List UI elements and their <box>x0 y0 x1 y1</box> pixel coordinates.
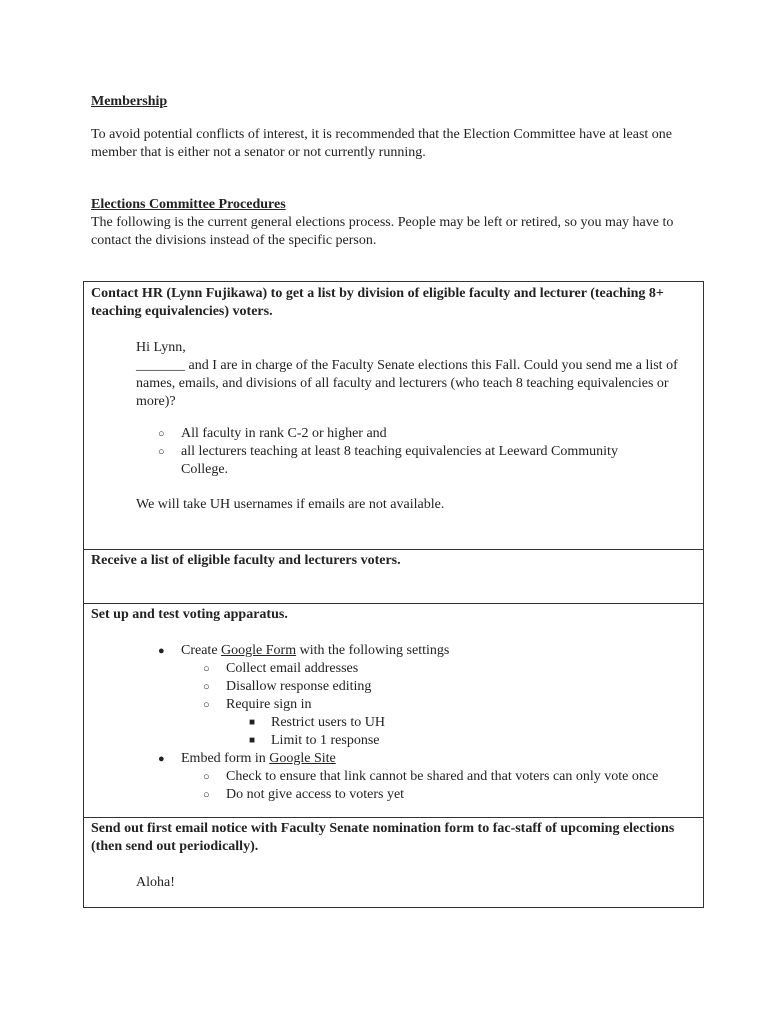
list-item: Embed form in Google Site <box>181 751 336 766</box>
circle-bullet-icon: ○ <box>158 428 165 440</box>
circle-bullet-icon: ○ <box>203 771 210 783</box>
google-form-link[interactable]: Google Form <box>221 643 297 658</box>
list-item: Limit to 1 response <box>271 733 380 748</box>
table-row <box>84 550 703 604</box>
square-bullet-icon: ■ <box>249 717 256 728</box>
step-title: Receive a list of eligible faculty and lecturers voters. <box>91 553 401 568</box>
list-item: Restrict users to UH <box>271 715 385 730</box>
membership-text: To avoid potential conflicts of interest, it is recommended that the Election Committee have at least one member that is either not a senator or not currently running. <box>91 127 673 160</box>
circle-bullet-icon: ○ <box>158 446 165 458</box>
circle-bullet-icon: ○ <box>203 699 210 711</box>
email-greeting: Hi Lynn, <box>136 340 186 355</box>
table-row <box>84 282 703 550</box>
email-closing: We will take UH usernames if emails are not available. <box>136 497 445 512</box>
table-row <box>84 818 703 906</box>
square-bullet-icon: ■ <box>249 735 256 746</box>
bullet-icon: ● <box>158 753 165 765</box>
bullet-icon: ● <box>158 645 165 657</box>
step-title: Send out first email notice with Faculty Senate nomination form to fac-staff of upcoming elections (then send out periodically). <box>91 821 675 854</box>
list-item: Check to ensure that link cannot be shared and that voters can only vote once <box>226 769 659 784</box>
email-body: _______ and I are in charge of the Faculty Senate elections this Fall. Could you send me a list of names, emails, and divisions of all faculty and lecturers (who teach 8 teaching equivalencies or more)? <box>136 358 678 409</box>
google-site-link[interactable]: Google Site <box>269 751 336 766</box>
procedures-table <box>83 281 704 908</box>
step-title: Set up and test voting apparatus. <box>91 607 288 622</box>
list-item: Do not give access to voters yet <box>226 787 405 802</box>
step-title: Contact HR (Lynn Fujikawa) to get a list by division of eligible faculty and lecturer (teaching 8+ teaching equivalencies) voters. <box>91 286 664 319</box>
circle-bullet-icon: ○ <box>203 663 210 675</box>
list-item: All faculty in rank C-2 or higher and <box>181 426 387 441</box>
circle-bullet-icon: ○ <box>203 789 210 801</box>
list-item: all lecturers teaching at least 8 teaching equivalencies at Leeward Community College. <box>181 444 618 477</box>
email-greeting: Aloha! <box>136 875 175 890</box>
circle-bullet-icon: ○ <box>203 681 210 693</box>
procedures-heading: Elections Committee Procedures <box>91 197 286 212</box>
list-item: Create Google Form with the following settings <box>181 643 450 658</box>
membership-heading: Membership <box>91 94 168 109</box>
procedures-text: The following is the current general elections process. People may be left or retired, so you may have to contact the divisions instead of the specific person. <box>91 215 674 248</box>
list-item: Require sign in <box>226 697 312 712</box>
table-row <box>84 604 703 818</box>
list-item: Disallow response editing <box>226 679 372 694</box>
list-item: Collect email addresses <box>226 661 359 676</box>
